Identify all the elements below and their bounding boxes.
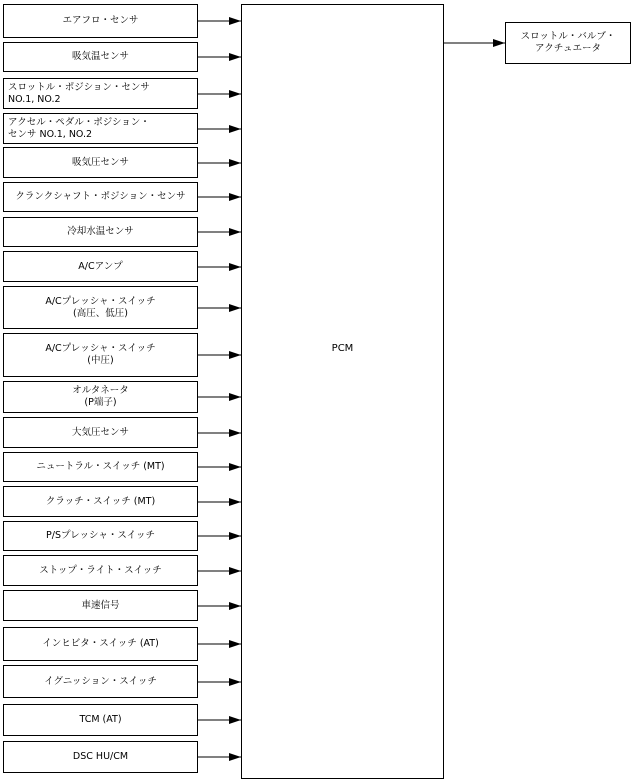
input-label: スロットル・ポジション・センサ bbox=[8, 81, 150, 93]
input-box bbox=[3, 113, 198, 144]
input-label: NO.1, NO.2 bbox=[8, 93, 61, 105]
output-label: アクチュエータ bbox=[535, 43, 601, 54]
input-label: DSC HU/CM bbox=[72, 751, 129, 762]
pcm-block bbox=[241, 4, 444, 779]
input-box bbox=[3, 417, 198, 448]
input-box bbox=[3, 704, 198, 736]
input-box bbox=[3, 286, 198, 329]
input-label: イグニッション・スイッチ bbox=[44, 675, 157, 687]
input-label: (P端子) bbox=[84, 397, 117, 408]
input-box bbox=[3, 665, 198, 698]
input-box bbox=[3, 452, 198, 482]
input-label: 冷却水温センサ bbox=[67, 226, 134, 237]
input-label: 吸気温センサ bbox=[71, 51, 129, 62]
input-box bbox=[3, 555, 198, 586]
input-label: ストップ・ライト・スイッチ bbox=[39, 564, 162, 576]
input-label: 大気圧センサ bbox=[71, 426, 129, 438]
input-label: オルタネータ bbox=[72, 385, 129, 396]
input-label: A/Cプレッシャ・スイッチ bbox=[45, 343, 156, 354]
input-label: クラッチ・スイッチ (MT) bbox=[45, 495, 156, 507]
input-box bbox=[3, 147, 198, 178]
input-box bbox=[3, 741, 198, 773]
input-box bbox=[3, 381, 198, 413]
output-label: スロットル・バルブ・ bbox=[520, 31, 616, 42]
input-box bbox=[3, 4, 198, 38]
input-box bbox=[3, 333, 198, 377]
input-box bbox=[3, 627, 198, 661]
input-label: TCM (AT) bbox=[79, 714, 122, 725]
input-label: A/Cプレッシャ・スイッチ bbox=[45, 295, 156, 307]
input-label: クランクシャフト・ポジション・センサ bbox=[15, 191, 186, 202]
input-label: アクセル・ペダル・ポジション・ bbox=[8, 116, 150, 128]
pcm-label: PCM bbox=[331, 343, 354, 354]
input-box bbox=[3, 217, 198, 247]
input-label: A/Cアンプ bbox=[78, 260, 123, 272]
input-label: (高圧、低圧) bbox=[73, 307, 128, 319]
input-label: P/Sプレッシャ・スイッチ bbox=[46, 530, 155, 541]
input-box bbox=[3, 78, 198, 109]
input-label: インヒビタ・スイッチ (AT) bbox=[42, 638, 159, 649]
input-label: センサ NO.1, NO.2 bbox=[8, 128, 93, 140]
input-label: 車速信号 bbox=[81, 599, 120, 611]
input-label: エアフロ・センサ bbox=[62, 15, 139, 26]
input-box bbox=[3, 251, 198, 282]
input-label: ニュートラル・スイッチ (MT) bbox=[36, 461, 165, 472]
input-box bbox=[3, 182, 198, 212]
input-label: (中圧) bbox=[87, 355, 114, 366]
input-box bbox=[3, 486, 198, 517]
input-box bbox=[3, 42, 198, 72]
input-box bbox=[3, 521, 198, 551]
input-box bbox=[3, 590, 198, 621]
input-label: 吸気圧センサ bbox=[71, 156, 129, 168]
output-box bbox=[505, 22, 631, 64]
